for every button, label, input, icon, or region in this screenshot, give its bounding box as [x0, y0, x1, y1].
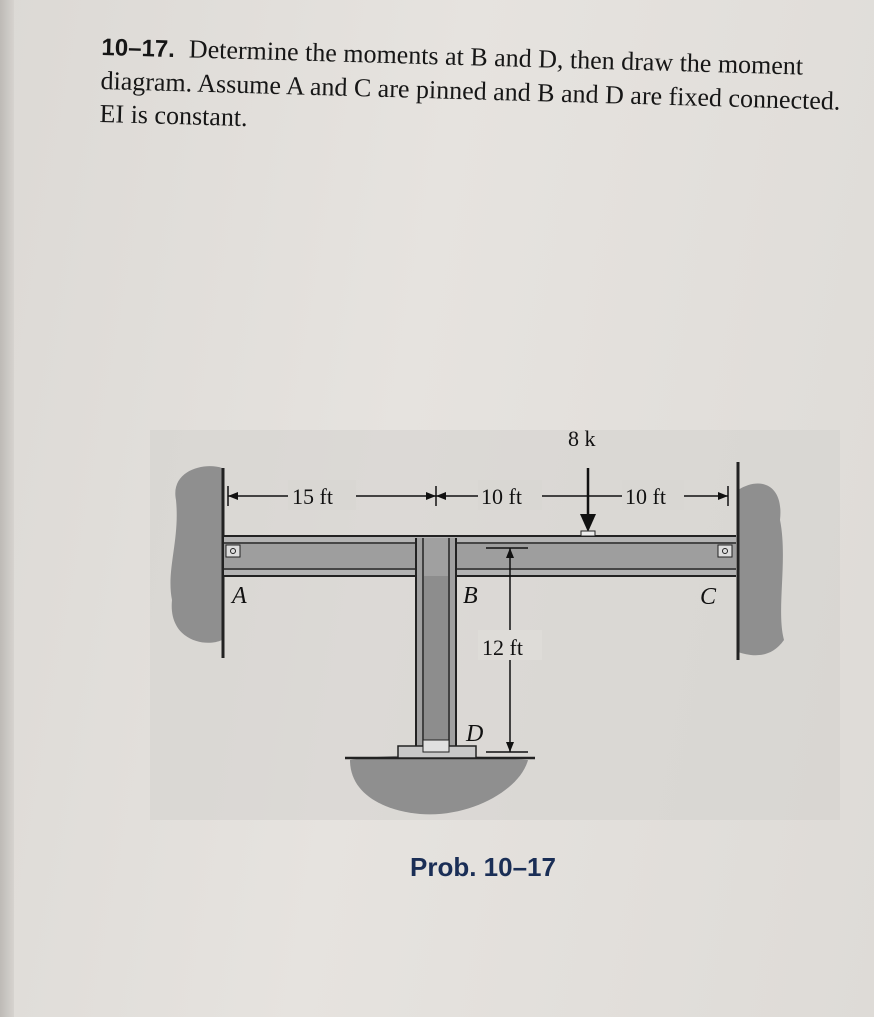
column-web: [424, 576, 448, 754]
left-wall: [170, 466, 222, 643]
load-bearing-plate: [581, 531, 595, 536]
pin-connection-A: [226, 545, 240, 557]
label-A: A: [232, 583, 247, 609]
pin-connection-C: [718, 545, 732, 557]
label-B: B: [463, 583, 478, 609]
right-wall: [738, 483, 784, 655]
base-bolts-D: [423, 740, 449, 752]
label-D: D: [466, 721, 484, 747]
beam-web: [224, 544, 736, 568]
dimension-label-BD: 12 ft: [482, 635, 523, 660]
label-C: C: [700, 584, 717, 610]
load-label: 8 k: [568, 426, 596, 451]
dimension-label-AB: 15 ft: [292, 484, 333, 509]
problem-text: Determine the moments at B and D, then draw the moment diagram. Assume A and C are pinned and B and D are fixed connected. EI is constant.: [99, 34, 841, 133]
dimension-label-load-C: 10 ft: [625, 484, 666, 509]
problem-number: 10–17.: [101, 33, 176, 64]
dimension-label-B-load: 10 ft: [481, 484, 522, 509]
figure-caption: Prob. 10–17: [410, 852, 556, 882]
